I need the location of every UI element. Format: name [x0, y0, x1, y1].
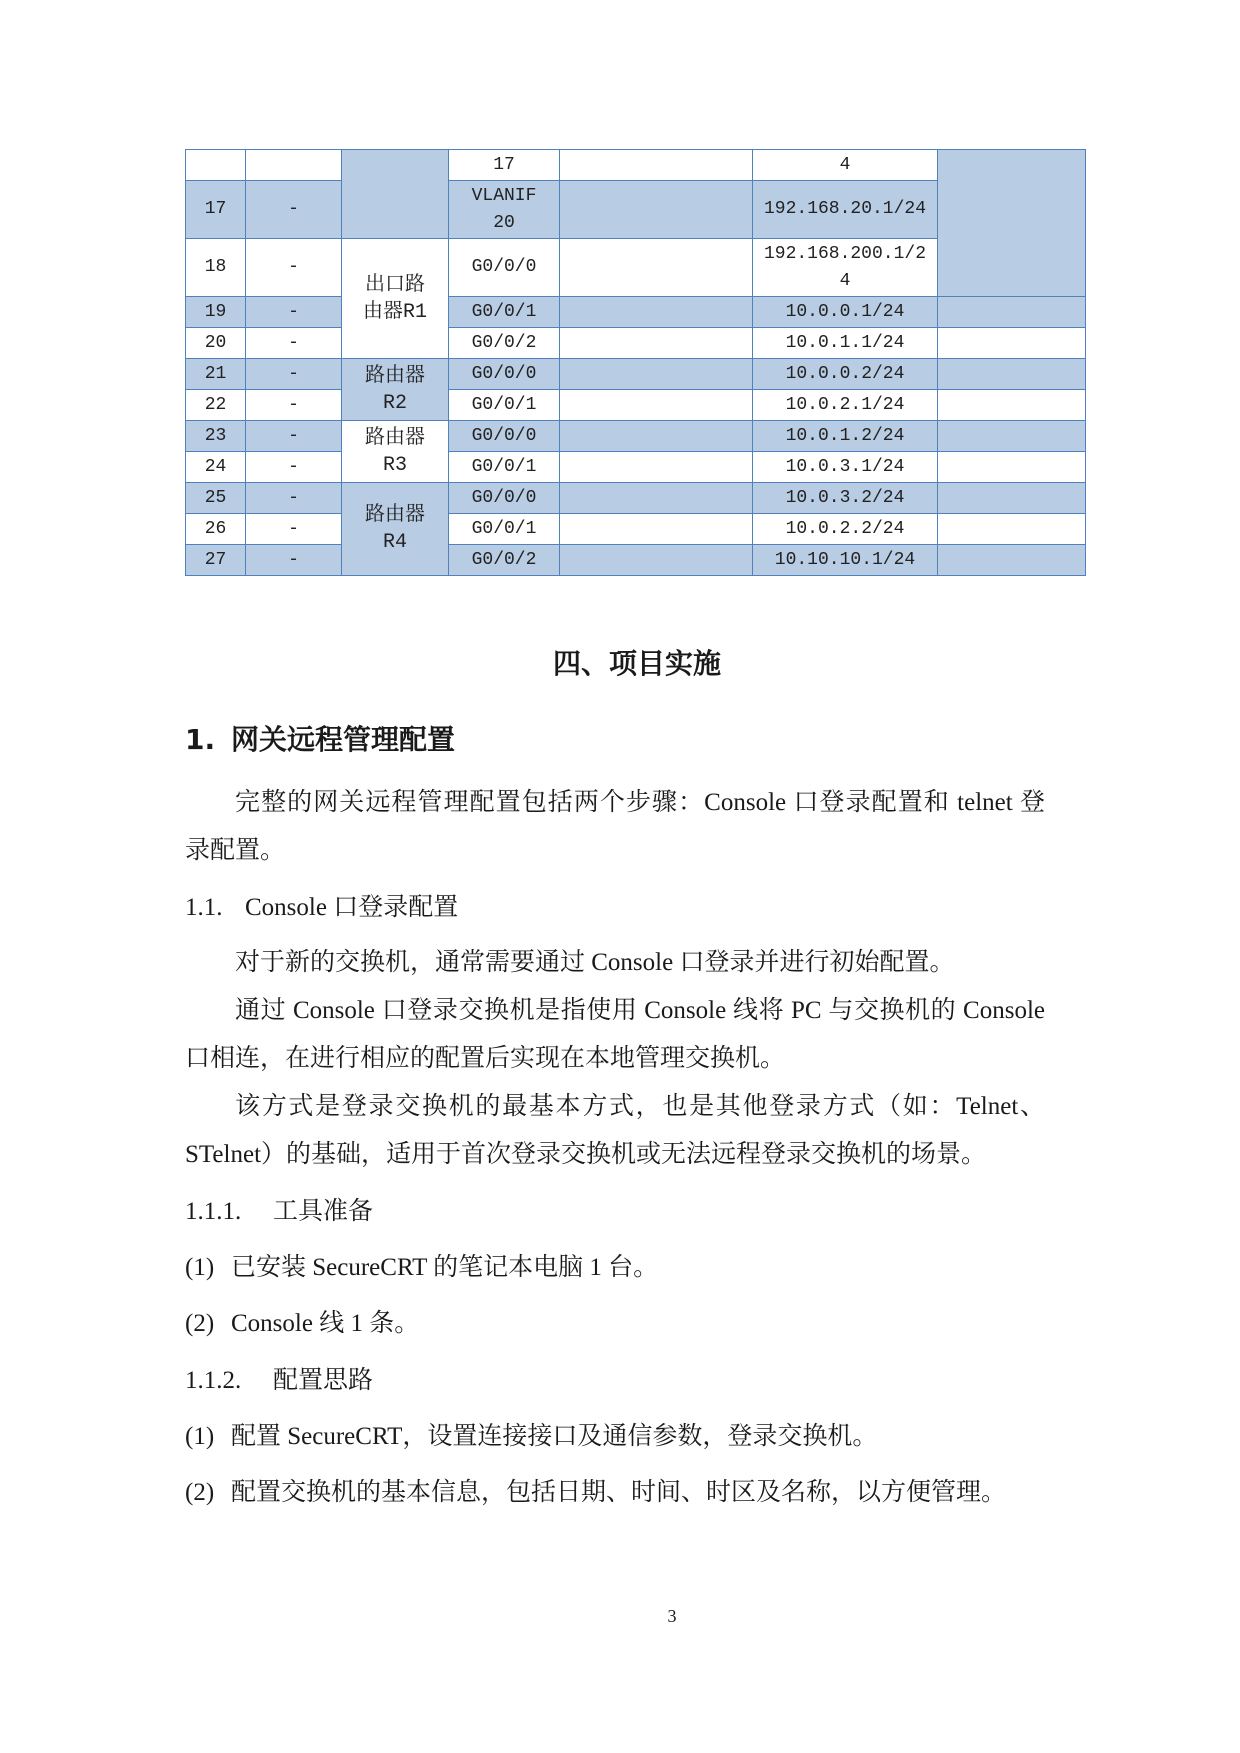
paragraph: 该方式是登录交换机的最基本方式，也是其他登录方式（如：Telnet、 STelnet）的基础，适用于首次登录交换机或无法远程登录交换机的场景。 — [185, 1093, 1045, 1168]
ip-cell: 10.0.0.1/24 — [753, 297, 938, 328]
description-cell — [560, 239, 753, 297]
table-row — [186, 452, 1086, 483]
note-cell — [938, 390, 1086, 421]
ip-cell: 192.168.200.1/24 — [753, 239, 938, 297]
device-cell — [342, 150, 449, 239]
subsubsection-heading: 1.1.2. 配置思路 — [185, 1367, 374, 1394]
seq-cell: 21 — [186, 359, 246, 390]
list-item: (2) 配置交换机的基本信息，包括日期、时间、时区及名称，以方便管理。 — [185, 1479, 1007, 1506]
description-cell — [560, 328, 753, 359]
seq-cell: 20 — [186, 328, 246, 359]
description-cell — [560, 545, 753, 576]
description-cell — [560, 514, 753, 545]
interface-cell: 17 — [449, 150, 560, 181]
mark-cell: - — [246, 359, 342, 390]
device-cell: 路由器 R2 — [342, 359, 449, 421]
description-cell — [560, 150, 753, 181]
ip-plan-table — [185, 149, 1086, 576]
ip-cell: 10.0.2.1/24 — [753, 390, 938, 421]
table-row — [186, 390, 1086, 421]
list-item: (1) 已安装 SecureCRT 的笔记本电脑 1 台。 — [185, 1254, 659, 1281]
note-cell — [938, 297, 1086, 328]
list-item: (1) 配置 SecureCRT，设置连接接口及通信参数，登录交换机。 — [185, 1423, 878, 1450]
interface-cell: G0/0/0 — [449, 359, 560, 390]
seq-cell — [186, 150, 246, 181]
seq-cell: 25 — [186, 483, 246, 514]
ip-cell: 10.0.2.2/24 — [753, 514, 938, 545]
ip-cell: 10.0.3.2/24 — [753, 483, 938, 514]
seq-cell: 18 — [186, 239, 246, 297]
table-row — [186, 545, 1086, 576]
note-cell — [938, 328, 1086, 359]
ip-cell: 10.10.10.1/24 — [753, 545, 938, 576]
mark-cell — [246, 150, 342, 181]
description-cell — [560, 483, 753, 514]
mark-cell: - — [246, 181, 342, 239]
interface-cell: G0/0/0 — [449, 421, 560, 452]
note-cell — [938, 421, 1086, 452]
interface-cell: G0/0/1 — [449, 514, 560, 545]
description-cell — [560, 421, 753, 452]
mark-cell: - — [246, 297, 342, 328]
subsection-heading: 1.1. Console 口登录配置 — [185, 894, 459, 921]
interface-cell: G0/0/1 — [449, 452, 560, 483]
device-cell: 路由器 R4 — [342, 483, 449, 576]
mark-cell: - — [246, 545, 342, 576]
table-row — [186, 328, 1086, 359]
description-cell — [560, 390, 753, 421]
ip-cell: 10.0.1.1/24 — [753, 328, 938, 359]
interface-cell: G0/0/2 — [449, 545, 560, 576]
seq-cell: 23 — [186, 421, 246, 452]
note-cell — [938, 483, 1086, 514]
description-cell — [560, 181, 753, 239]
list-item: (2) Console 线 1 条。 — [185, 1310, 420, 1337]
ip-cell: 10.0.3.1/24 — [753, 452, 938, 483]
table-row — [186, 421, 1086, 452]
seq-cell: 19 — [186, 297, 246, 328]
table-row — [186, 297, 1086, 328]
seq-cell: 22 — [186, 390, 246, 421]
table-row — [186, 483, 1086, 514]
section-heading — [185, 720, 455, 760]
mark-cell: - — [246, 421, 342, 452]
seq-cell: 24 — [186, 452, 246, 483]
interface-cell: G0/0/1 — [449, 297, 560, 328]
ip-cell: 10.0.1.2/24 — [753, 421, 938, 452]
document-body — [185, 779, 1045, 1517]
mark-cell: - — [246, 483, 342, 514]
ip-cell: 4 — [753, 150, 938, 181]
note-cell — [938, 545, 1086, 576]
subsubsection-heading: 1.1.1. 工具准备 — [185, 1198, 374, 1225]
mark-cell: - — [246, 390, 342, 421]
device-cell: 路由器 R3 — [342, 421, 449, 483]
note-cell — [938, 514, 1086, 545]
mark-cell: - — [246, 514, 342, 545]
interface-cell: G0/0/1 — [449, 390, 560, 421]
section-number: 1. — [185, 723, 216, 756]
paragraph: 对于新的交换机，通常需要通过 Console 口登录并进行初始配置。 — [235, 949, 955, 976]
description-cell — [560, 297, 753, 328]
note-cell — [938, 359, 1086, 390]
ip-cell: 192.168.20.1/24 — [753, 181, 938, 239]
device-cell: 出口路 由器R1 — [342, 239, 449, 359]
paragraph: 通过 Console 口登录交换机是指使用 Console 线将 PC 与交换机的 Console 口相连，在进行相应的配置后实现在本地管理交换机。 — [185, 997, 1045, 1072]
table-row — [186, 150, 1086, 181]
note-cell — [938, 150, 1086, 297]
ip-cell: 10.0.0.2/24 — [753, 359, 938, 390]
paragraph: 完整的网关远程管理配置包括两个步骤：Console 口登录配置和 telnet 登 录配置。 — [185, 789, 1045, 864]
mark-cell: - — [246, 328, 342, 359]
mark-cell: - — [246, 452, 342, 483]
seq-cell: 27 — [186, 545, 246, 576]
table-row — [186, 359, 1086, 390]
note-cell — [938, 452, 1086, 483]
description-cell — [560, 452, 753, 483]
interface-cell: G0/0/0 — [449, 239, 560, 297]
seq-cell: 17 — [186, 181, 246, 239]
seq-cell: 26 — [186, 514, 246, 545]
description-cell — [560, 359, 753, 390]
table-row — [186, 514, 1086, 545]
section-title: 四、项目实施 — [552, 647, 721, 680]
interface-cell: G0/0/0 — [449, 483, 560, 514]
interface-cell: G0/0/2 — [449, 328, 560, 359]
section-heading-text: 网关远程管理配置 — [231, 723, 456, 756]
page-number: 3 — [667, 1606, 677, 1626]
mark-cell: - — [246, 239, 342, 297]
interface-cell: VLANIF 20 — [449, 181, 560, 239]
